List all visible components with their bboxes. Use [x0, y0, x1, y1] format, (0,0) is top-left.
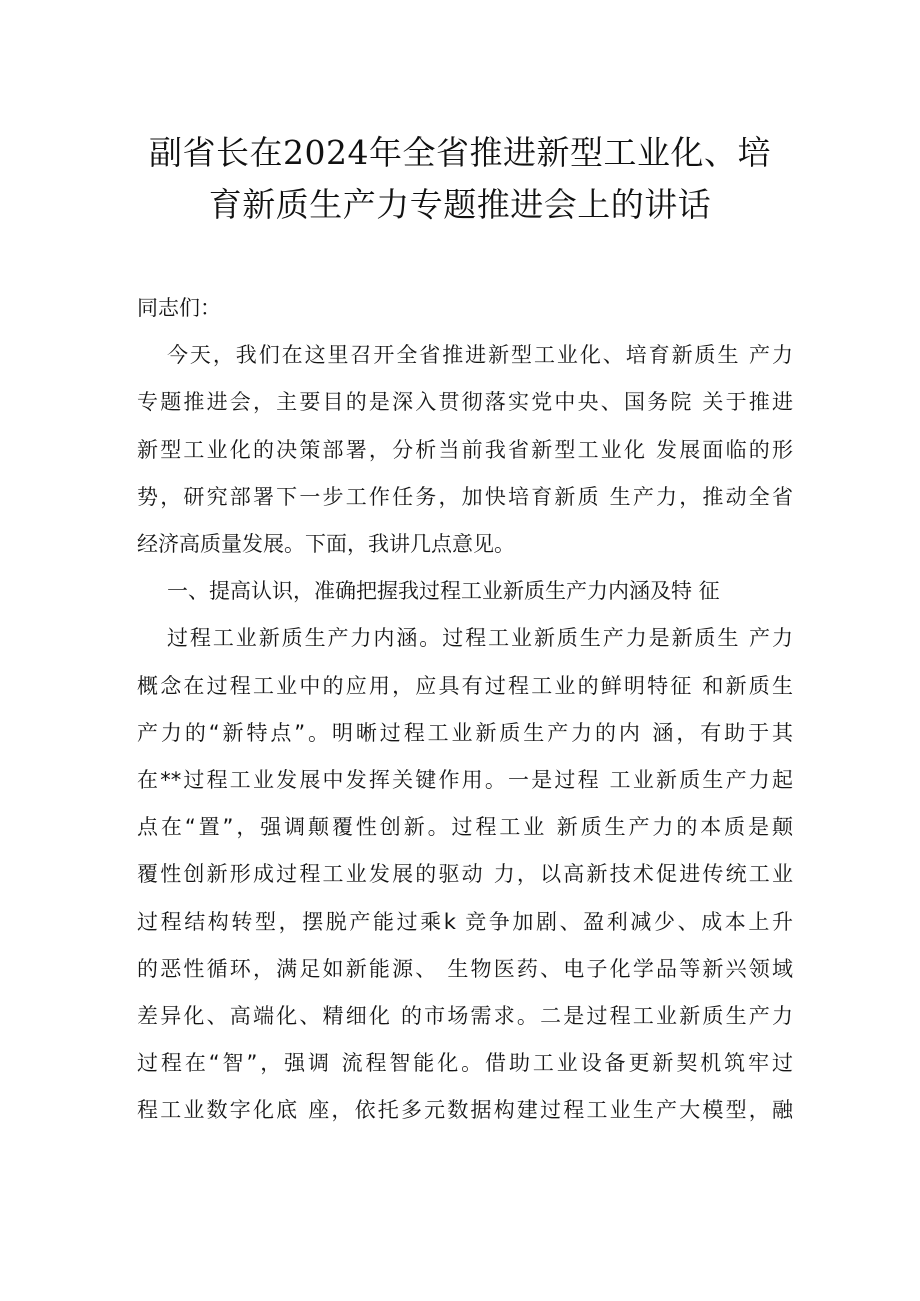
document-title-line-1: 副省长在2024年全省推进新型工业化、培 [149, 133, 771, 172]
body-line: 程工业数字化底 座，依托多元数据构建过程工业生产大模型，融 [137, 1098, 793, 1122]
body-line: 覆性创新形成过程工业发展的驱动 力，以高新技术促进传统工业 [137, 862, 793, 886]
body-line: 新型工业化的决策部署，分析当前我省新型工业化 发展面临的形 [137, 438, 793, 462]
body-line: 的恶性循环，满足如新能源、 生物医药、电子化学品等新兴领域 [137, 957, 793, 981]
body-line: 势，研究部署下一步工作任务，加快培育新质 生产力，推动全省 [137, 485, 793, 509]
body-line: 今天，我们在这里召开全省推进新型工业化、培育新质生 产力 [167, 343, 793, 367]
section-heading: 一、提高认识，准确把握我过程工业新质生产力内涵及特 征 [167, 579, 720, 603]
salutation: 同志们： [137, 296, 221, 320]
body-line: 在**过程工业发展中发挥关键作用。一是过程 工业新质生产力起 [137, 768, 793, 792]
body-line: 产力的“新特点”。明晰过程工业新质生产力的内 涵，有助于其 [137, 721, 793, 745]
body-line: 过程结构转型，摆脱产能过乘k 竞争加剧、盈利减少、成本上升 [137, 910, 793, 934]
body-line: 专题推进会，主要目的是深入贯彻落实党中央、国务院 关于推进 [137, 390, 793, 414]
body-line: 差异化、高端化、精细化 的市场需求。二是过程工业新质生产力 [137, 1004, 793, 1028]
body-line: 过程在“智”，强调 流程智能化。借助工业设备更新契机筑牢过 [137, 1051, 793, 1075]
body-line: 概念在过程工业中的应用，应具有过程工业的鲜明特征 和新质生 [137, 674, 793, 698]
body-line: 点在“置”，强调颠覆性创新。过程工业 新质生产力的本质是颠 [137, 815, 793, 839]
body-line: 过程工业新质生产力内涵。过程工业新质生产力是新质生 产力 [167, 626, 793, 650]
document-title-line-2: 育新质生产力专题推进会上的讲话 [208, 185, 712, 224]
body-line: 经济高质量发展。下面，我讲几点意见。 [137, 532, 515, 556]
